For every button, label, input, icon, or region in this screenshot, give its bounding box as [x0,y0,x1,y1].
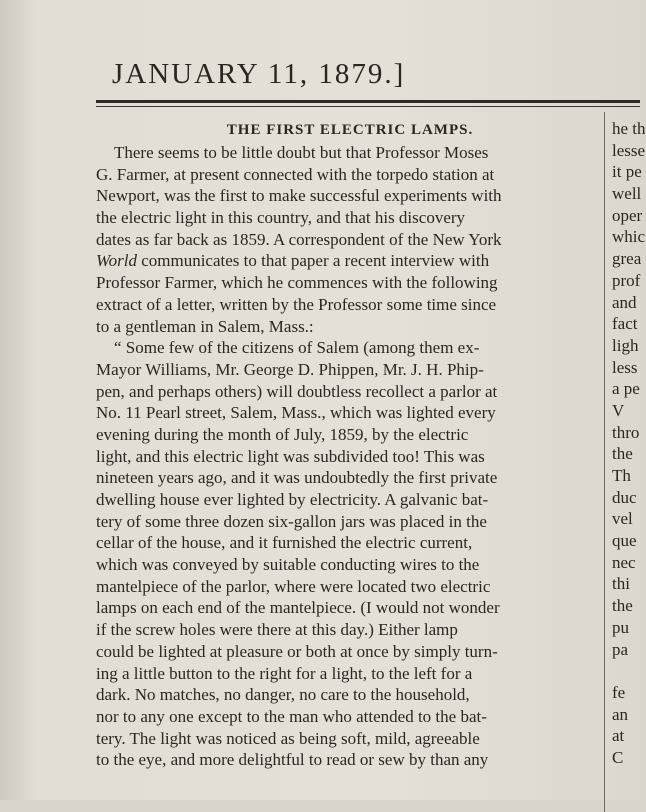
header-rule-thin [96,106,640,107]
column-divider [604,112,605,812]
article-line: if the screw holes were there at this day.) Either lamp [96,620,458,640]
article-line: tery. The light was noticed as being soft, mild, agreeable [96,728,480,748]
article-title: THE FIRST ELECTRIC LAMPS. [226,122,474,138]
article-line: Mayor Williams, Mr. George D. Phippen, Mr. J. H. Phip- [96,359,484,379]
edge-line: Th [612,466,631,485]
edge-line: and [612,292,637,312]
edge-line: fe [612,682,626,702]
article-line: Professor Farmer, which he commences with the following [96,273,498,293]
article-line: nineteen years ago, and it was undoubtedly the first private [96,468,498,488]
page-header-date: JANUARY 11, 1879.] [112,58,406,90]
article-line: cellar of the house, and it furnished the electric current, [96,533,473,553]
edge-line: ligh [612,335,639,355]
edge-line: nec [612,552,636,572]
article-line: No. 11 Pearl street, Salem, Mass., which was lighted every [96,403,496,423]
edge-line: less [612,357,638,377]
edge-line: well [612,184,642,204]
edge-line: whic [612,227,646,247]
article-line: the electric light in this country, and that his discovery [96,208,466,228]
edge-line: prof [612,270,641,290]
article-line: which was conveyed by suitable conducting wires to the [96,555,480,575]
article-line: tery of some three dozen six-gallon jars was placed in the [96,511,487,531]
edge-line: pu [612,617,629,637]
edge-line: grea [612,249,642,269]
article-line-rest: communicates to that paper a recent interview with [141,251,490,271]
edge-line: que [612,531,637,551]
article-line: evening during the month of July, 1859, by the electric [96,424,469,444]
article-line: nor to any one except to the man who attended to the bat- [96,706,487,726]
header-rule-thick [96,100,640,103]
article-line [96,250,604,272]
edge-line: it pe [612,162,642,182]
edge-line: C [612,747,624,767]
article-line: There seems to be little doubt but that Professor Moses [114,143,489,162]
edge-line: oper [612,205,643,225]
edge-line: he th [612,119,646,138]
edge-line: thro [612,422,640,442]
edge-line: fact [612,314,638,334]
article-line: pen, and perhaps others) will doubtless recollect a parlor at [96,381,498,401]
edge-line: vel [612,509,633,529]
edge-line: duc [612,487,637,507]
edge-line: pa [612,639,629,659]
article-line: “ Some few of the citizens of Salem (among them ex- [114,338,480,358]
article-line: dates as far back as 1859. A correspondent of the New York [96,229,502,249]
article-line: G. Farmer, at present connected with the torpedo station at [96,164,495,184]
edge-line [612,660,640,682]
edge-line: an [612,704,629,724]
edge-line: V [612,400,625,420]
article-column [96,118,604,771]
edge-line: at [612,726,625,746]
article-line: ing a little button to the right for a light, to the left for a [96,663,473,683]
article-line: extract of a letter, written by the Professor some time since [96,294,497,314]
article-line: to the eye, and more delightful to read or sew by than any [96,750,489,770]
article-line: mantelpiece of the parlor, where were located two electric [96,576,491,596]
edge-line: the [612,596,633,616]
article-line: to a gentleman in Salem, Mass.: [96,316,314,336]
world-newspaper-name: World [96,251,137,271]
article-line: Newport, was the first to make successful experiments with [96,186,502,206]
edge-line: thi [612,574,630,594]
article-line: lamps on each end of the mantelpiece. (I would not wonder [96,598,500,618]
article-line: dwelling house ever lighted by electricity. A galvanic bat- [96,490,489,509]
article-line: light, and this electric light was subdivided too! This was [96,446,485,466]
edge-line: lesse [612,140,646,160]
article-line: could be lighted at pleasure or both at once by simply turn- [96,641,498,661]
article-line: dark. No matches, no danger, no care to the household, [96,685,470,705]
adjacent-column-fragment [612,118,646,769]
edge-line: a pe [612,379,640,399]
edge-line: the [612,444,633,464]
